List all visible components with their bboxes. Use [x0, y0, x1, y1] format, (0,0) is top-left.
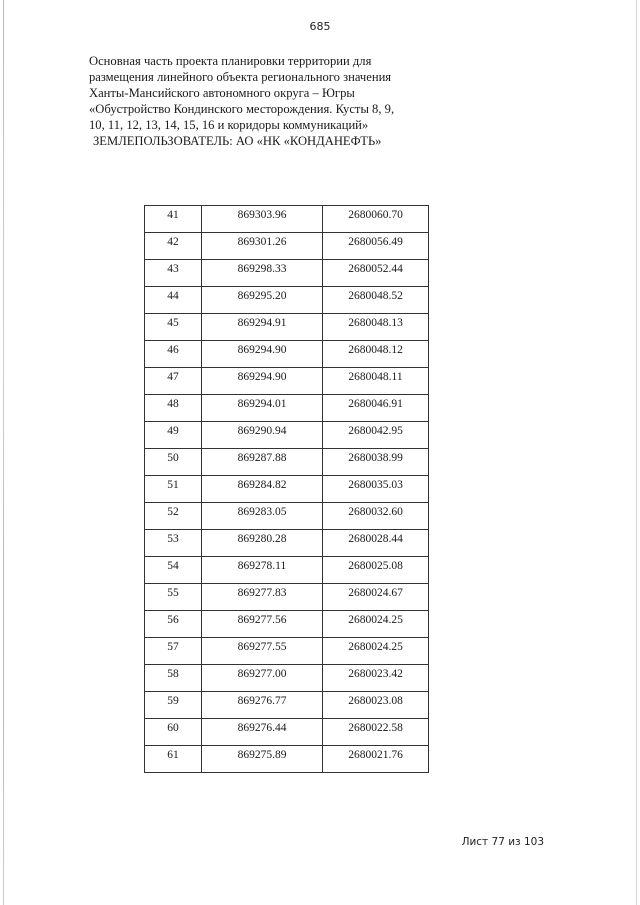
y-coordinate-text: 2680060.70: [348, 209, 403, 221]
x-coordinate-cell: [202, 449, 323, 476]
x-coordinate-text: 869290.94: [237, 425, 287, 437]
point-number-cell: [145, 746, 202, 773]
y-coordinate-cell: [323, 584, 429, 611]
y-coordinate-text: 2680022.58: [348, 722, 403, 734]
point-number-text: 48: [167, 398, 179, 410]
point-number-text: 47: [167, 371, 179, 383]
point-number-cell: [145, 530, 202, 557]
y-coordinate-cell: [323, 260, 429, 287]
table-row: [145, 395, 429, 422]
point-number-cell: [145, 719, 202, 746]
y-coordinate-text: 2680048.52: [348, 290, 403, 302]
scan-edge-right: [636, 0, 637, 905]
point-number-cell: [145, 260, 202, 287]
point-number-text: 50: [167, 452, 179, 464]
header-line: размещения линейного объекта регионального значения: [89, 70, 392, 84]
table-row: [145, 449, 429, 476]
y-coordinate-cell: [323, 422, 429, 449]
x-coordinate-cell: [202, 368, 323, 395]
point-number-text: 44: [167, 290, 179, 302]
point-number-cell: [145, 341, 202, 368]
x-coordinate-text: 869284.82: [237, 479, 287, 491]
x-coordinate-cell: [202, 233, 323, 260]
y-coordinate-cell: [323, 395, 429, 422]
table-row: [145, 584, 429, 611]
point-number-text: 54: [167, 560, 179, 572]
y-coordinate-text: 2680024.67: [348, 587, 403, 599]
x-coordinate-cell: [202, 260, 323, 287]
x-coordinate-text: 869275.89: [237, 749, 287, 761]
point-number-cell: [145, 395, 202, 422]
point-number-text: 51: [167, 479, 179, 491]
table-row: [145, 503, 429, 530]
table-row: [145, 314, 429, 341]
table-row: [145, 530, 429, 557]
table-row: [145, 476, 429, 503]
table-row: [145, 260, 429, 287]
x-coordinate-cell: [202, 395, 323, 422]
point-number-text: 58: [167, 668, 179, 680]
y-coordinate-text: 2680048.13: [348, 317, 403, 329]
point-number-text: 53: [167, 533, 179, 545]
point-number-cell: [145, 692, 202, 719]
y-coordinate-text: 2680038.99: [348, 452, 403, 464]
y-coordinate-text: 2680024.25: [348, 641, 403, 653]
x-coordinate-cell: [202, 287, 323, 314]
y-coordinate-text: 2680023.08: [348, 695, 403, 707]
x-coordinate-text: 869298.33: [237, 263, 287, 275]
sheet-counter: Лист 77 из 103: [461, 836, 544, 848]
y-coordinate-cell: [323, 611, 429, 638]
x-coordinate-text: 869277.00: [237, 668, 287, 680]
y-coordinate-cell: [323, 287, 429, 314]
x-coordinate-text: 869294.90: [237, 344, 287, 356]
x-coordinate-cell: [202, 206, 323, 233]
x-coordinate-cell: [202, 692, 323, 719]
x-coordinate-cell: [202, 611, 323, 638]
x-coordinate-text: 869303.96: [237, 209, 287, 221]
point-number-text: 59: [167, 695, 179, 707]
y-coordinate-cell: [323, 530, 429, 557]
y-coordinate-cell: [323, 206, 429, 233]
x-coordinate-cell: [202, 422, 323, 449]
x-coordinate-cell: [202, 341, 323, 368]
point-number-cell: [145, 314, 202, 341]
point-number-text: 56: [167, 614, 179, 626]
point-number-cell: [145, 449, 202, 476]
table-row: [145, 368, 429, 395]
x-coordinate-cell: [202, 557, 323, 584]
table-row: [145, 287, 429, 314]
point-number-text: 41: [167, 209, 179, 221]
point-number-text: 57: [167, 641, 179, 653]
x-coordinate-cell: [202, 665, 323, 692]
y-coordinate-text: 2680024.25: [348, 614, 403, 626]
y-coordinate-cell: [323, 665, 429, 692]
point-number-cell: [145, 422, 202, 449]
x-coordinate-cell: [202, 719, 323, 746]
table-row: [145, 206, 429, 233]
y-coordinate-text: 2680052.44: [348, 263, 403, 275]
y-coordinate-text: 2680056.49: [348, 236, 403, 248]
x-coordinate-text: 869276.77: [237, 695, 287, 707]
coordinates-table: [144, 205, 429, 773]
page-number: 685: [309, 20, 331, 33]
table-row: [145, 611, 429, 638]
table-row: [145, 692, 429, 719]
point-number-text: 45: [167, 317, 179, 329]
x-coordinate-text: 869277.56: [237, 614, 287, 626]
y-coordinate-cell: [323, 692, 429, 719]
table-row: [145, 746, 429, 773]
x-coordinate-text: 869278.11: [237, 560, 287, 572]
point-number-cell: [145, 287, 202, 314]
y-coordinate-text: 2680025.08: [348, 560, 403, 572]
x-coordinate-text: 869280.28: [237, 533, 287, 545]
x-coordinate-text: 869283.05: [237, 506, 287, 518]
document-header: [89, 53, 429, 149]
y-coordinate-text: 2680028.44: [348, 533, 403, 545]
x-coordinate-text: 869287.88: [237, 452, 287, 464]
x-coordinate-text: 869294.01: [237, 398, 287, 410]
x-coordinate-text: 869294.90: [237, 371, 287, 383]
header-line: 10, 11, 12, 13, 14, 15, 16 и коридоры коммуникаций»: [89, 118, 369, 132]
x-coordinate-cell: [202, 530, 323, 557]
header-line: Ханты-Мансийского автономного округа – Югры: [89, 86, 355, 100]
scan-edge-left: [3, 0, 4, 905]
y-coordinate-cell: [323, 503, 429, 530]
table-row: [145, 719, 429, 746]
x-coordinate-cell: [202, 584, 323, 611]
coordinates-table-body: [145, 206, 429, 773]
point-number-cell: [145, 206, 202, 233]
x-coordinate-text: 869276.44: [237, 722, 287, 734]
x-coordinate-text: 869295.20: [237, 290, 287, 302]
header-line-land-user: ЗЕМЛЕПОЛЬЗОВАТЕЛЬ: АО «НК «КОНДАНЕФТЬ»: [93, 134, 382, 148]
y-coordinate-cell: [323, 341, 429, 368]
point-number-text: 60: [167, 722, 179, 734]
x-coordinate-cell: [202, 476, 323, 503]
y-coordinate-cell: [323, 638, 429, 665]
header-line: Основная часть проекта планировки территории для: [89, 54, 372, 68]
x-coordinate-cell: [202, 638, 323, 665]
point-number-cell: [145, 638, 202, 665]
point-number-cell: [145, 368, 202, 395]
point-number-cell: [145, 476, 202, 503]
y-coordinate-text: 2680035.03: [348, 479, 403, 491]
point-number-cell: [145, 557, 202, 584]
point-number-cell: [145, 233, 202, 260]
table-row: [145, 233, 429, 260]
table-row: [145, 422, 429, 449]
point-number-text: 46: [167, 344, 179, 356]
table-row: [145, 557, 429, 584]
x-coordinate-cell: [202, 314, 323, 341]
x-coordinate-cell: [202, 503, 323, 530]
y-coordinate-cell: [323, 719, 429, 746]
table-row: [145, 665, 429, 692]
x-coordinate-text: 869301.26: [237, 236, 287, 248]
point-number-cell: [145, 503, 202, 530]
y-coordinate-cell: [323, 314, 429, 341]
x-coordinate-text: 869277.55: [237, 641, 287, 653]
y-coordinate-cell: [323, 449, 429, 476]
point-number-text: 49: [167, 425, 179, 437]
y-coordinate-text: 2680032.60: [348, 506, 403, 518]
table-row: [145, 341, 429, 368]
y-coordinate-cell: [323, 476, 429, 503]
y-coordinate-text: 2680046.91: [348, 398, 403, 410]
x-coordinate-text: 869277.83: [237, 587, 287, 599]
y-coordinate-cell: [323, 746, 429, 773]
y-coordinate-text: 2680048.11: [348, 371, 403, 383]
header-line: «Обустройство Кондинского месторождения. Кусты 8, 9,: [89, 102, 395, 116]
point-number-text: 42: [167, 236, 179, 248]
point-number-text: 43: [167, 263, 179, 275]
point-number-cell: [145, 611, 202, 638]
point-number-cell: [145, 584, 202, 611]
y-coordinate-cell: [323, 233, 429, 260]
table-row: [145, 638, 429, 665]
point-number-text: 61: [167, 749, 179, 761]
y-coordinate-text: 2680023.42: [348, 668, 403, 680]
point-number-cell: [145, 665, 202, 692]
x-coordinate-text: 869294.91: [237, 317, 287, 329]
y-coordinate-text: 2680048.12: [348, 344, 403, 356]
point-number-text: 55: [167, 587, 179, 599]
y-coordinate-cell: [323, 368, 429, 395]
point-number-text: 52: [167, 506, 179, 518]
y-coordinate-text: 2680021.76: [348, 749, 403, 761]
x-coordinate-cell: [202, 746, 323, 773]
y-coordinate-text: 2680042.95: [348, 425, 403, 437]
y-coordinate-cell: [323, 557, 429, 584]
